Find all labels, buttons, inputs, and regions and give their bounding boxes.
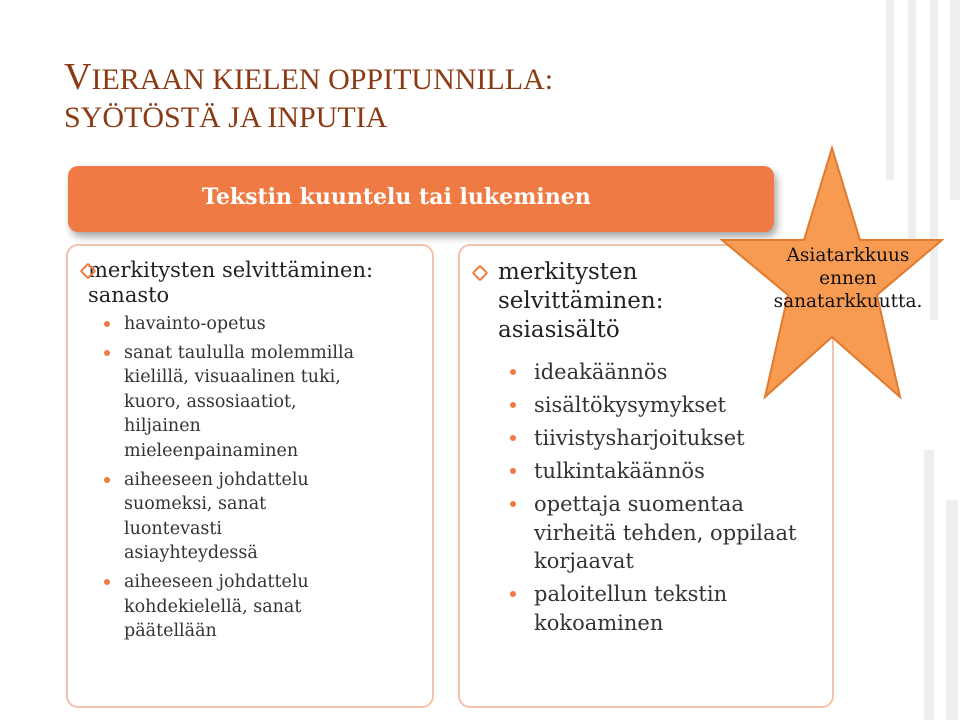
item-line: paloitellun tekstin	[534, 582, 728, 606]
slide-title	[64, 58, 553, 137]
star-text	[748, 244, 948, 313]
list-item	[124, 341, 424, 464]
left-heading	[88, 258, 373, 308]
title-line1: IERAAN KIELEN OPPITUNNILLA:	[91, 63, 554, 96]
decor-bar	[924, 450, 934, 720]
bullet-icon	[510, 435, 516, 441]
star-text-line: sanatarkkuutta.	[773, 291, 923, 312]
item-line: mieleenpainaminen	[124, 440, 299, 461]
list-item	[534, 457, 834, 486]
bullet-icon	[510, 369, 516, 375]
left-list	[124, 312, 424, 648]
title-initial: V	[64, 56, 92, 98]
bullet-icon	[104, 350, 110, 356]
bullet-icon	[510, 402, 516, 408]
item-line: ideakäännös	[534, 360, 668, 384]
bullet-icon	[510, 468, 516, 474]
item-line: virheitä tehden, oppilaat	[534, 520, 797, 545]
right-heading	[498, 258, 663, 345]
item-line: opettaja suomentaa	[534, 492, 744, 516]
list-item	[534, 490, 834, 576]
item-line: päätellään	[124, 621, 217, 642]
item-line: aiheeseen johdattelu	[124, 469, 309, 490]
bullet-icon	[104, 579, 110, 585]
item-line: kokoaminen	[534, 610, 664, 635]
bullet-icon	[510, 591, 516, 597]
star-text-line: Asiatarkkuus	[786, 245, 910, 266]
item-line: hiljainen	[124, 416, 201, 437]
list-item	[534, 580, 834, 637]
item-line: korjaavat	[534, 549, 634, 573]
bullet-icon	[510, 501, 516, 507]
right-heading-line: selvittäminen:	[498, 288, 664, 314]
right-heading-line: asiasisältö	[498, 317, 620, 343]
list-item	[534, 424, 834, 453]
item-line: asiayhteydessä	[124, 543, 258, 564]
title-line2: SYÖTÖSTÄ JA INPUTIA	[64, 101, 388, 134]
item-line: aiheeseen johdattelu	[124, 571, 309, 592]
item-line: havainto-opetus	[124, 314, 266, 334]
banner-label: Tekstin kuuntelu tai lukeminen	[202, 184, 591, 210]
list-item	[124, 312, 424, 337]
item-line: kuoro, assosiaatiot,	[124, 391, 297, 412]
left-heading-line: merkitysten selvittäminen:	[88, 258, 374, 282]
item-line: tulkintakäännös	[534, 459, 705, 483]
bullet-icon	[104, 321, 110, 327]
list-item	[124, 468, 424, 566]
left-heading-line: sanasto	[88, 283, 170, 307]
list-item	[124, 570, 424, 644]
star-text-line: ennen	[819, 268, 877, 289]
item-line: tiivistysharjoitukset	[534, 426, 745, 450]
bullet-icon	[104, 477, 110, 483]
decor-bar	[946, 500, 958, 720]
left-panel	[66, 244, 434, 708]
decor-bar	[950, 0, 960, 200]
item-line: sanat taululla molemmilla	[124, 342, 355, 363]
item-line: kielillä, visuaalinen tuki,	[124, 367, 341, 388]
item-line: suomeksi, sanat	[124, 494, 267, 515]
right-heading-line: merkitysten	[498, 259, 638, 285]
square-bullet-icon	[472, 265, 489, 282]
item-line: luontevasti	[124, 518, 222, 539]
item-line: sisältökysymykset	[534, 393, 726, 417]
banner	[68, 166, 774, 232]
item-line: kohdekielellä, sanat	[124, 596, 302, 617]
